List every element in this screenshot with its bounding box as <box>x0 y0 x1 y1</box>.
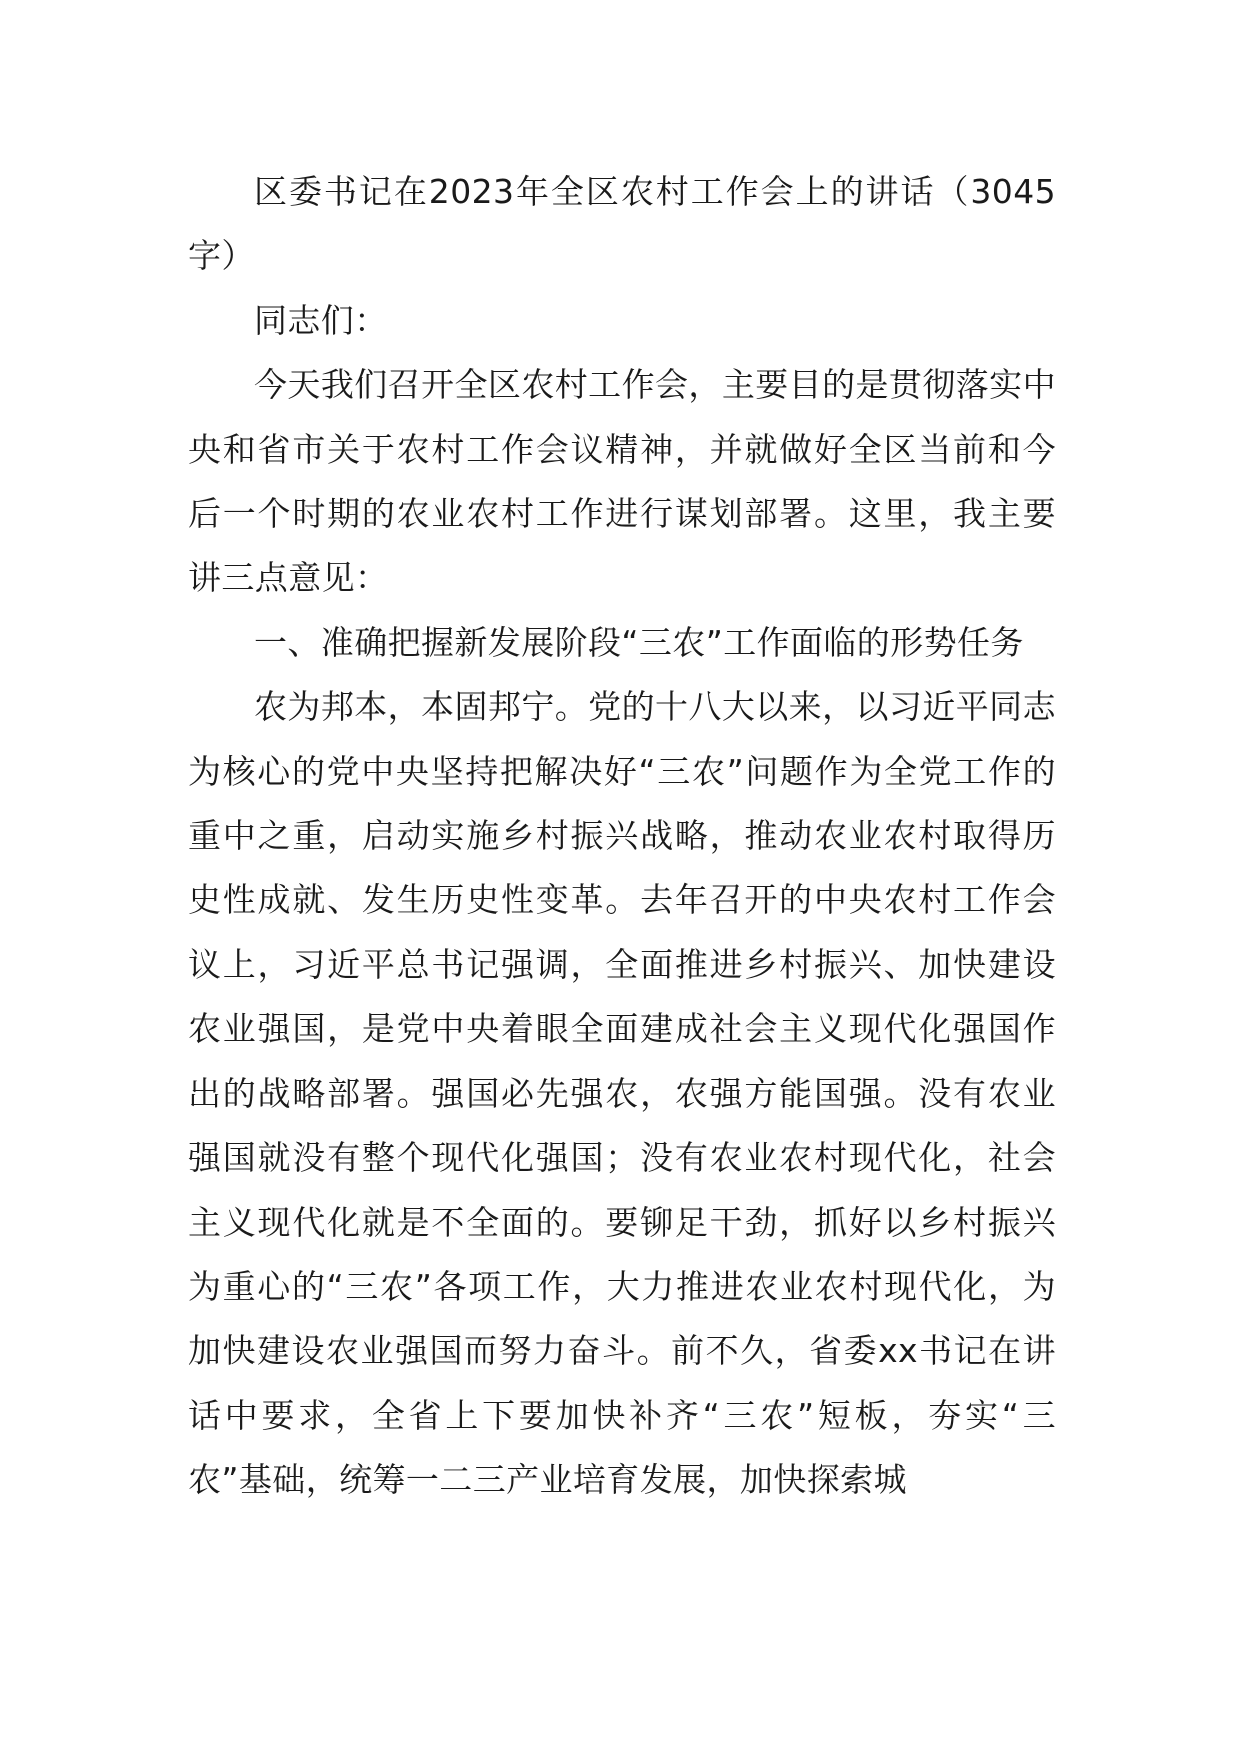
document-body <box>188 160 1056 1513</box>
section-heading: 一、准确把握新发展阶段“三农”工作面临的形势任务 <box>254 622 1024 662</box>
paragraph-intro: 今天我们召开全区农村工作会，主要目的是贯彻落实中央和省市关于农村工作会议精神，并就做好全区当前和今后一个时期的农业农村工作进行谋划部署。这里，我主要讲三点意见： <box>188 365 1056 598</box>
document-title: 区委书记在2023年全区农村工作会上的讲话（3045字） <box>188 172 1056 276</box>
salutation: 同志们： <box>254 300 388 340</box>
paragraph-body: 农为邦本，本固邦宁。党的十八大以来，以习近平同志为核心的党中央坚持把解决好“三农”问题作为全党工作的重中之重，启动实施乡村振兴战略，推动农业农村取得历史性成就、发生历史性变革。去年召开的中央农村工作会议上，习近平总书记强调，全面推进乡村振兴、加快建设农业强国，是党中央着眼全面建成社会主义现代化强国作出的战略部署。强国必先强农，农强方能国强。没有农业强国就没有整个现代化强国；没有农业农村现代化，社会主义现代化就是不全面的。要铆足干劲，抓好以乡村振兴为重心的“三农”各项工作，大力推进农业农村现代化，为加快建设农业强国而努力奋斗。前不久，省委xx书记在讲话中要求，全省上下要加快补齐“三农”短板，夯实“三农”基础，统筹一二三产业培育发展，加快探索城 <box>188 687 1056 1500</box>
